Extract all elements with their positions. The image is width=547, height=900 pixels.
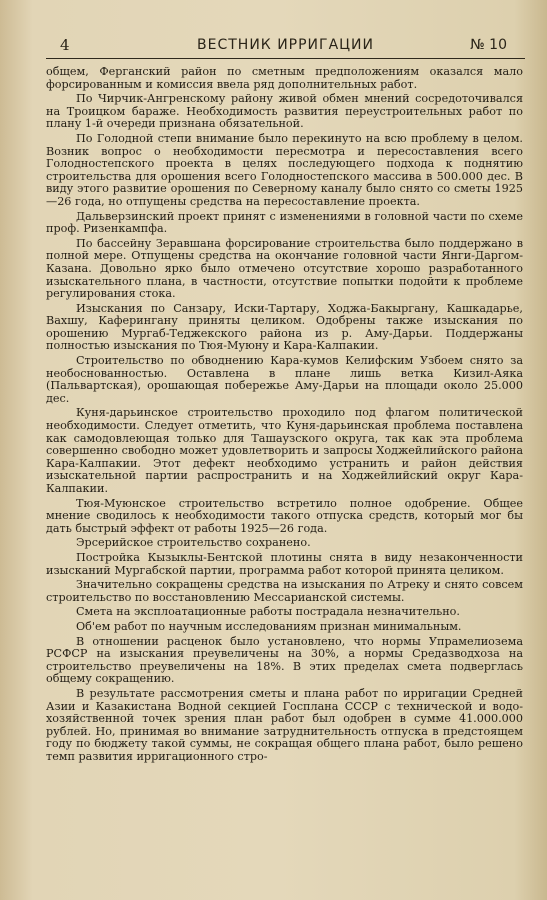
paragraph: По Чирчик-Ангренскому району живой обмен мнений сосредоточивался на Троицком бараже. Необходимость развития переустроительных работ по плану 1-й очереди признана обязательной. <box>46 92 523 131</box>
journal-title: ВЕСТНИК ИРРИГАЦИИ <box>197 37 374 53</box>
paragraph: Куня-дарьинское строительство проходило под флагом политической необходимости. Следует отметить, что Куня-дарьинская проблема поставлена как самодовлеющая только для Ташаузского округа, так как эта проблема совершенно свободно может удовлетворить и запросы Ходжейлийского района Кара-Калпакии. Этот дефект необходимо устранить и район действия изыскательной партии распространить и на Ходжейлийский округ Кара-Калпакии. <box>46 406 523 495</box>
paragraph: Тюя-Муюнское строительство встретило полное одобрение. Общее мнение сводилось к необходимости такого отпуска средств, который мог бы дать быстрый эффект от работы 1925—26 года. <box>46 496 523 535</box>
paragraph: Эрсерийское строительство сохранено. <box>76 536 311 550</box>
header-rule <box>46 58 525 59</box>
issue-number: № 10 <box>470 37 507 53</box>
paragraph: общем, Ферганский район по сметным предположениям оказался мало форсированным и комиссия ввела ряд дополнительных работ. <box>46 65 523 91</box>
paragraph: Строительство по обводнению Кара-кумов Келифским Узбоем снято за необоснованностью. Оставлена в плане лишь ветка Кизил-Аяка (Пальвартская), орошающая побережье Аму-Дарьи на площади около 25.000 дес. <box>46 354 523 405</box>
page-number: 4 <box>60 36 70 54</box>
paragraph: Дальверзинский проект принят с изменениями в головной части по схеме проф. Ризенкампфа. <box>46 209 523 236</box>
article-body <box>46 66 523 765</box>
paragraph: По бассейну Зеравшана форсирование строительства было поддержано в полной мере. Отпущены средства на окончание головной части Янги-Даргом-Казана. Довольно ярко было отмечено отсутствие хорошо разработанного изыскательного плана, в частности, отсутствие попытки подойти к проблеме регулирования стока. <box>46 236 523 301</box>
paragraph: Об'ем работ по научным исследованиям признан минимальным. <box>76 619 462 633</box>
paragraph: Значительно сокращены средства на изыскания по Атреку и снято совсем строительство по восстановлению Мессарианской системы. <box>46 578 523 604</box>
paragraph: В отношении расценок было установлено, что нормы Упрамелиозема РСФСР на изыскания преувеличены на 30%, а нормы Средазводхоза на строительство преувеличены на 18%. В этих пределах смета подверглась общему сокращению. <box>46 634 523 686</box>
page-header <box>44 36 527 58</box>
paragraph: Изыскания по Санзару, Иски-Тартару, Ходжа-Бакыргану, Кашкадарье, Вахшу, Каферингану приняты целиком. Одобрены также изыскания по орошению Мургаб-Теджекского района из р. Аму-Дарьи. Поддержаны полностью изыскания по Тюя-Муюну и Кара-Калпакии. <box>46 301 523 353</box>
paragraph: Смета на эксплоатационные работы пострадала незначительно. <box>76 605 460 619</box>
paragraph: В результате рассмотрения сметы и плана работ по ирригации Средней Азии и Казакистана Водной секцией Госплана СССР с технической и водо-хозяйственной точек зрения план работ был одобрен в сумме 41.000.000 рублей. Но, принимая во внимание затруднительность отпуска в предстоящем году по бюджету такой суммы, не сокращая общего плана работ, было решено темп развития ирригационного стро- <box>46 686 523 763</box>
paragraph: Постройка Кызыклы-Бентской плотины снята в виду незаконченности изысканий Мургабской партии, программа работ которой принята целиком. <box>46 550 523 577</box>
paragraph: По Голодной степи внимание было перекинуто на всю проблему в целом. Возник вопрос о необходимости пересмотра и пересоставления всего Голодностепского проекта в целях последующего подхода к поднятию строительства для орошения всего Голодностепского массива в 500.000 дес. В виду этого развитие орошения по Северному каналу было снято со сметы 1925—26 года, но отпущены средства на пересоставление проекта. <box>46 131 523 208</box>
